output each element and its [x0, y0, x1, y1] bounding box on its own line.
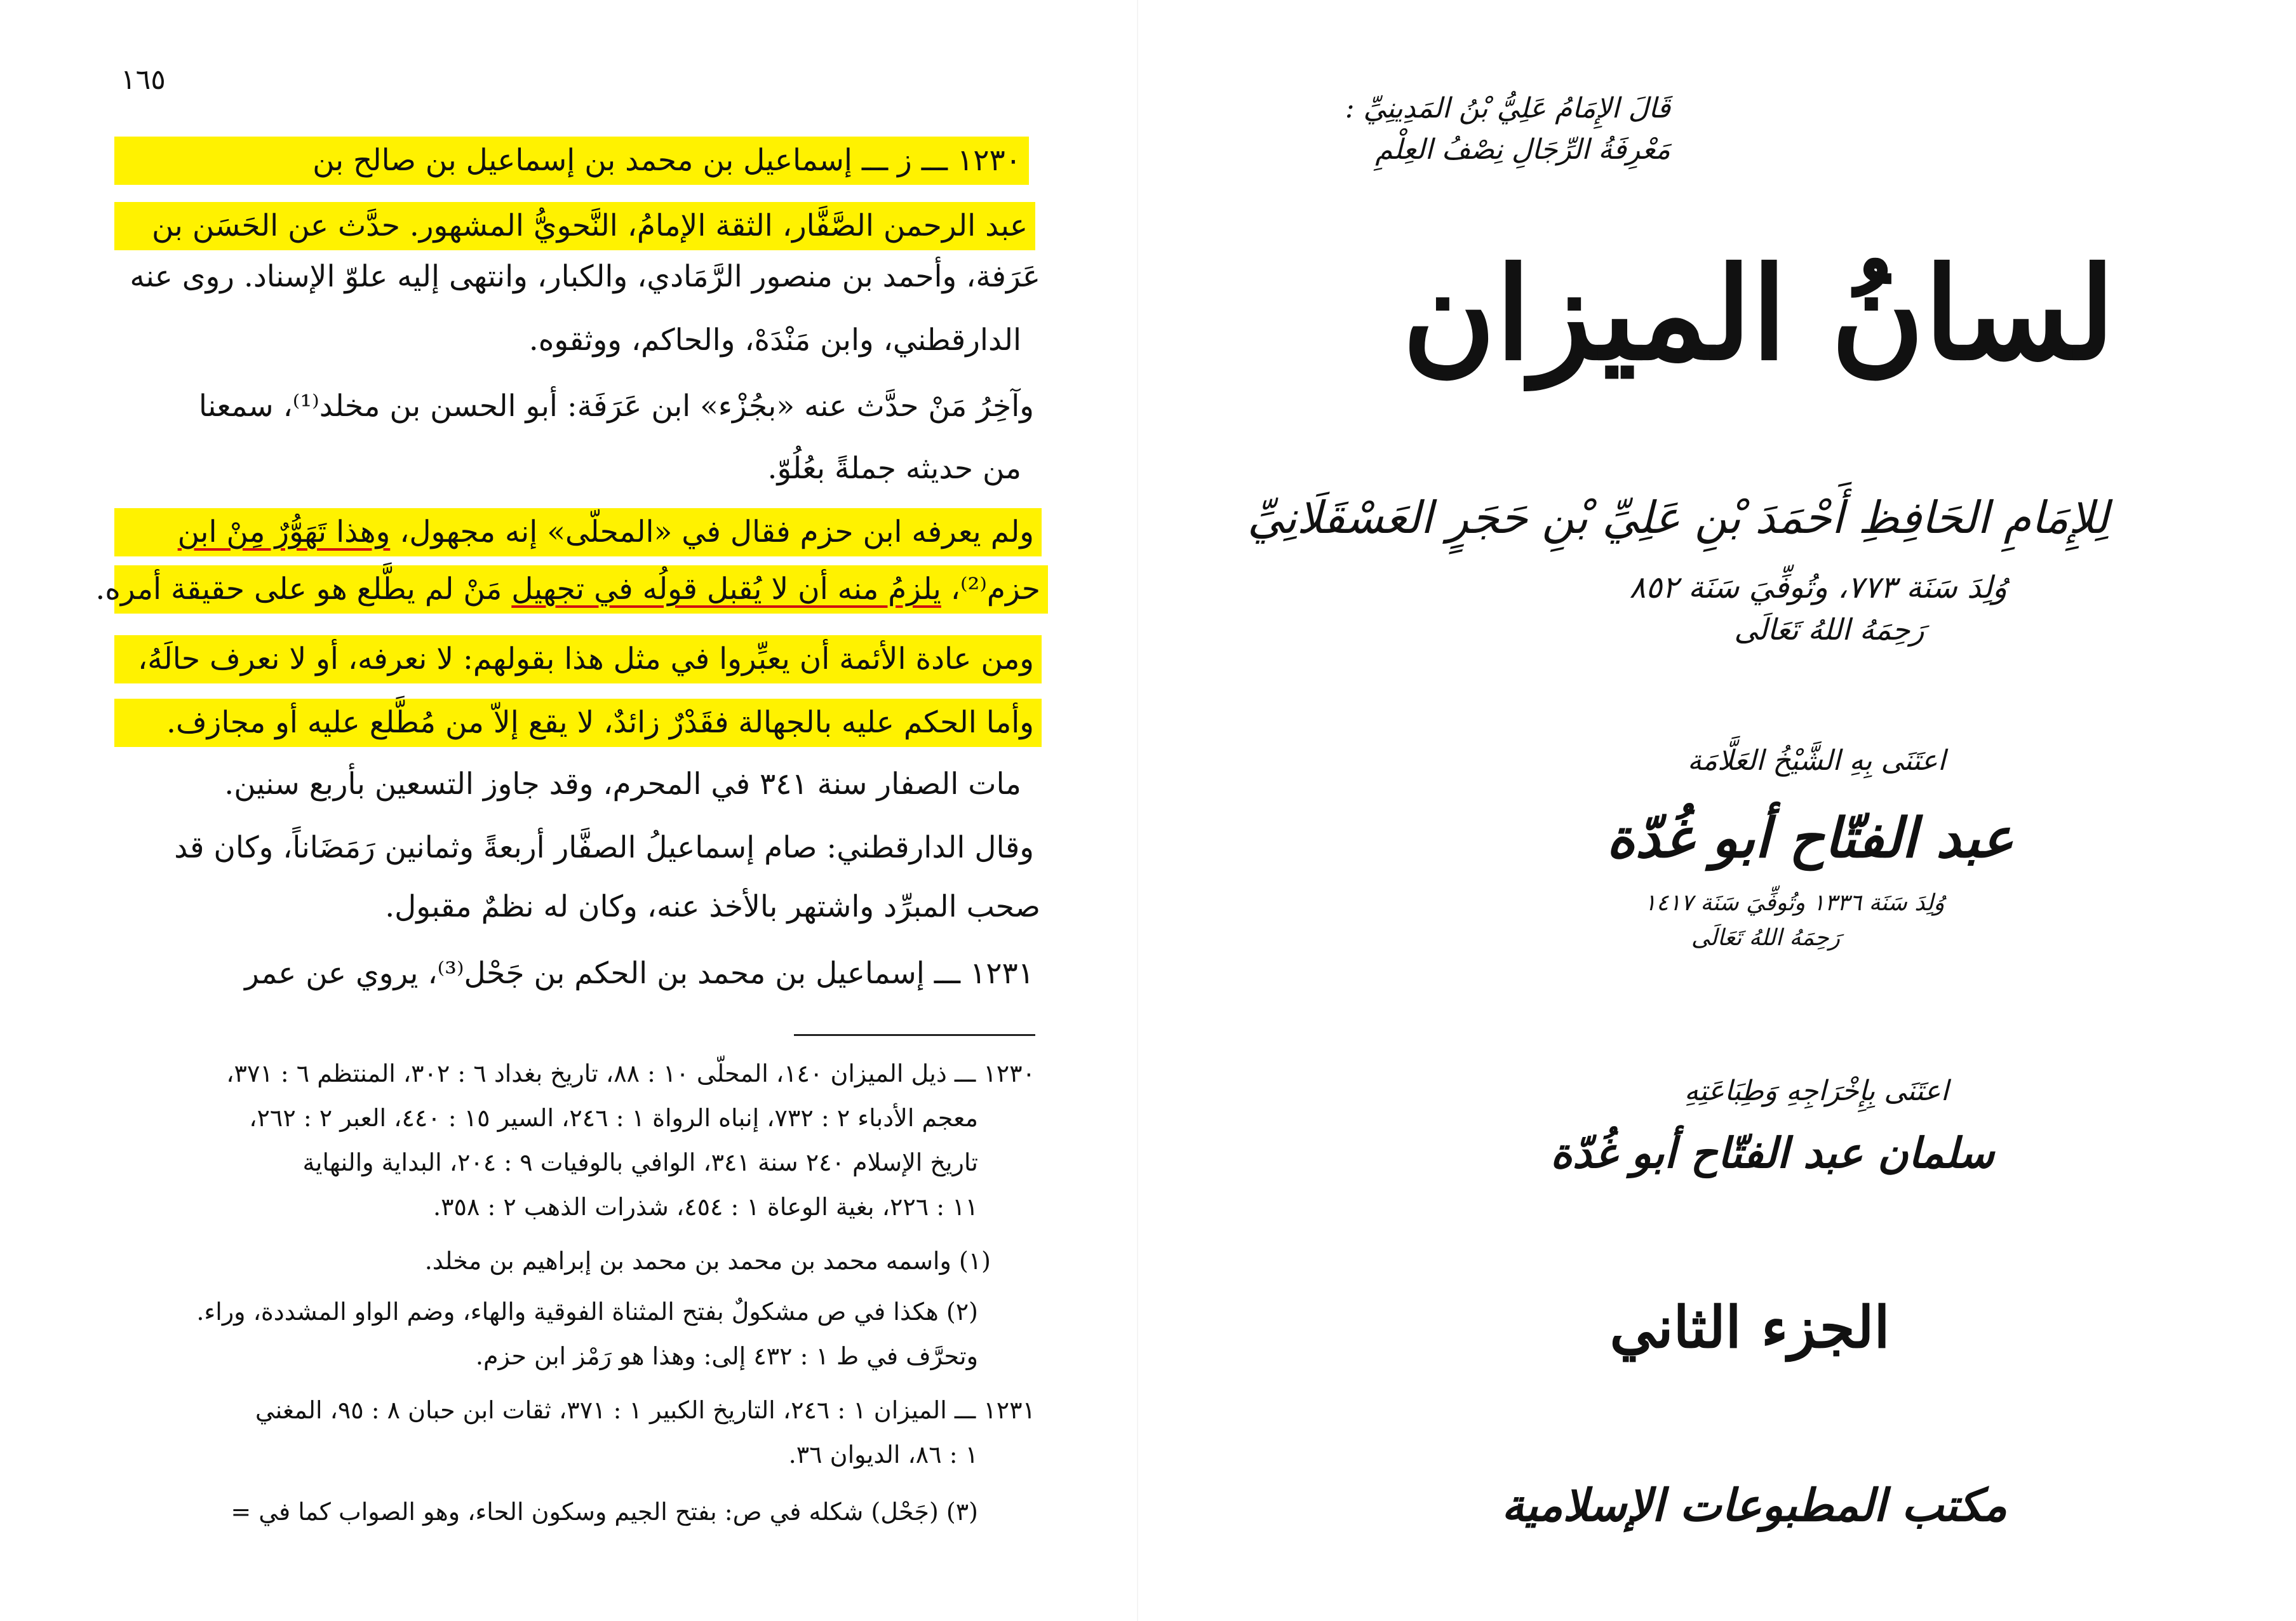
publisher-name: مكتب المطبوعات الإسلامية	[1501, 1479, 2007, 1531]
body-line: ١٢٣١ ـــ إسماعيل بن محمد بن الحكم بن جَحْل⁽³⁾، يروي عن عمر	[245, 956, 1034, 991]
body-line: ومن عادة الأئمة أن يعبِّروا في مثل هذا بقولهم: لا نعرفه، أو لا نعرف حالَهُ،	[114, 635, 1042, 683]
publishing-label: اعتَنَى بِإِخْرَاجِهِ وَطِبَاعَتِهِ	[1684, 1075, 1949, 1107]
footnote-line: وتحرَّف في ط ١ : ٤٣٢ إلى: وهذا هو رَمْز ابن حزم.	[475, 1342, 978, 1370]
body-line: مات الصفار سنة ٣٤١ في المحرم، وقد جاوز التسعين بأربع سنين.	[224, 767, 1021, 802]
body-line: حزم⁽²⁾، يلزمُ منه أن لا يُقبل قولُه في تجهيل مَنْ لم يطَّلع هو على حقيقة أمره.	[114, 565, 1048, 614]
body-line: وآخِرُ مَنْ حدَّث عنه «بجُزْء» ابن عَرَفَة: أبو الحسن بن مخلد⁽¹⁾، سمعنا	[198, 389, 1034, 424]
body-line: من حديثه جملةً بعُلُوّ.	[767, 451, 1021, 486]
author-line: لِلإِمَامِ الحَافِظِ أَحْمَدَ بْنِ عَلِيِّ بْنِ حَجَرٍ العَسْقَلَانِيِّ	[1247, 492, 2109, 544]
footnote-line: (٣) (جَحْل) شكله في ص: بفتح الجيم وسكون الحاء، وهو الصواب كما في =	[231, 1498, 978, 1526]
body-line: عبد الرحمن الصَّفَّار، الثقة الإمامُ، النَّحويُّ المشهور. حدَّث عن الحَسَن بن	[114, 202, 1035, 250]
editor-name: عبد الفتّاح أبو غُدّة	[1606, 806, 2014, 870]
footnote-line: معجم الأدباء ٢ : ٧٣٢، إنباه الرواة ١ : ٢٤٦، السير ١٥ : ٤٤٠، العبر ٢ : ٢٦٢،	[249, 1104, 978, 1132]
underlined-phrase: وهذا تَهَوُّرٌ مِنْ ابن	[177, 515, 391, 549]
footnote-line: تاريخ الإسلام ٢٤٠ سنة ٣٤١، الوافي بالوفيات ٩ : ٢٠٤، البداية والنهاية	[302, 1148, 978, 1176]
body-line: صحب المبرِّد واشتهر بالأخذ عنه، وكان له نظمٌ مقبول.	[385, 889, 1040, 924]
editor-rahima: رَحِمَهُ اللهُ تَعَالَى	[1691, 925, 1841, 951]
body-line: وأما الحكم عليه بالجهالة فقَدْرٌ زائدٌ، لا يقع إلاّ من مُطَّلع عليه أو مجازف.	[114, 699, 1042, 747]
publishing-name: سلمان عبد الفتّاح أبو غُدّة	[1550, 1128, 1994, 1178]
footnote-line: (٢) هكذا في ص مشكولٌ بفتح المثناة الفوقية والهاء، وضم الواو المشددة، وراء.	[196, 1298, 978, 1326]
footnote-line: ١٢٣٠ ـــ ذيل الميزان ١٤٠، المحلّى ١٠ : ٨٨، تاريخ بغداد ٦ : ٣٠٢، المنتظم ٦ : ٣٧١،	[226, 1059, 1035, 1087]
footnote-line: (١) واسمه محمد بن محمد بن محمد بن إبراهيم بن مخلد.	[424, 1247, 991, 1275]
editor-label: اعتَنَى بِهِ الشَّيْخُ العَلَّامَة	[1687, 744, 1946, 777]
volume-label: الجزء الثاني	[1609, 1294, 1890, 1361]
left-page	[0, 0, 1137, 1621]
body-line: وقال الدارقطني: صام إسماعيلُ الصفَّار أربعةً وثمانين رَمَضَاناً، وكان قد	[174, 830, 1034, 865]
body-line: ١٢٣٠ ـــ ز ـــ إسماعيل بن محمد بن إسماعيل بن صالح بن	[114, 137, 1029, 185]
motto-line-1: قَالَ الإِمَامُ عَلِيُّ بْنُ المَدِينِيِّ :	[1345, 92, 1670, 124]
body-line: عَرَفة، وأحمد بن منصور الرَّمَادي، والكبار، وانتهى إليه علوّ الإسناد. روى عنه	[130, 259, 1040, 294]
footnote-line: ١٢٣١ ـــ الميزان ١ : ٢٤٦، التاريخ الكبير ١ : ٣٧١، ثقات ابن حبان ٨ : ٩٥، المغني	[255, 1396, 1035, 1424]
motto-line-2: مَعْرِفَةُ الرِّجَالِ نِصْفُ العِلْمِ	[1375, 133, 1670, 166]
footnote-line: ١١ : ٢٢٦، بغية الوعاة ١ : ٤٥٤، شذرات الذهب ٢ : ٣٥٨.	[433, 1193, 978, 1221]
body-line: ولم يعرفه ابن حزم فقال في «المحلّى» إنه مجهول، وهذا تَهَوُّرٌ مِنْ ابن	[114, 508, 1042, 556]
page-number: ١٦٥	[121, 64, 166, 96]
book-title: لسانُ الميزان	[1402, 239, 2115, 389]
body-line: الدارقطني، وابن مَنْدَهْ، والحاكم، ووثقوه.	[528, 323, 1021, 358]
footnote-separator	[794, 1034, 1035, 1036]
underlined-phrase: يلزمُ منه أن لا يُقبل قولُه في تجهيل	[511, 572, 941, 607]
editor-dates: وُلِدَ سَنَة ١٣٣٦ وتُوفِّيَ سَنَة ١٤١٧	[1644, 890, 1945, 916]
author-rahima: رَحِمَهُ اللهُ تَعَالَى	[1734, 612, 1924, 647]
author-dates: وُلِدَ سَنَة ٧٧٣، وتُوفِّيَ سَنَة ٨٥٢	[1629, 570, 2007, 605]
footnote-line: ١ : ٨٦، الديوان ٣٦.	[788, 1441, 978, 1469]
